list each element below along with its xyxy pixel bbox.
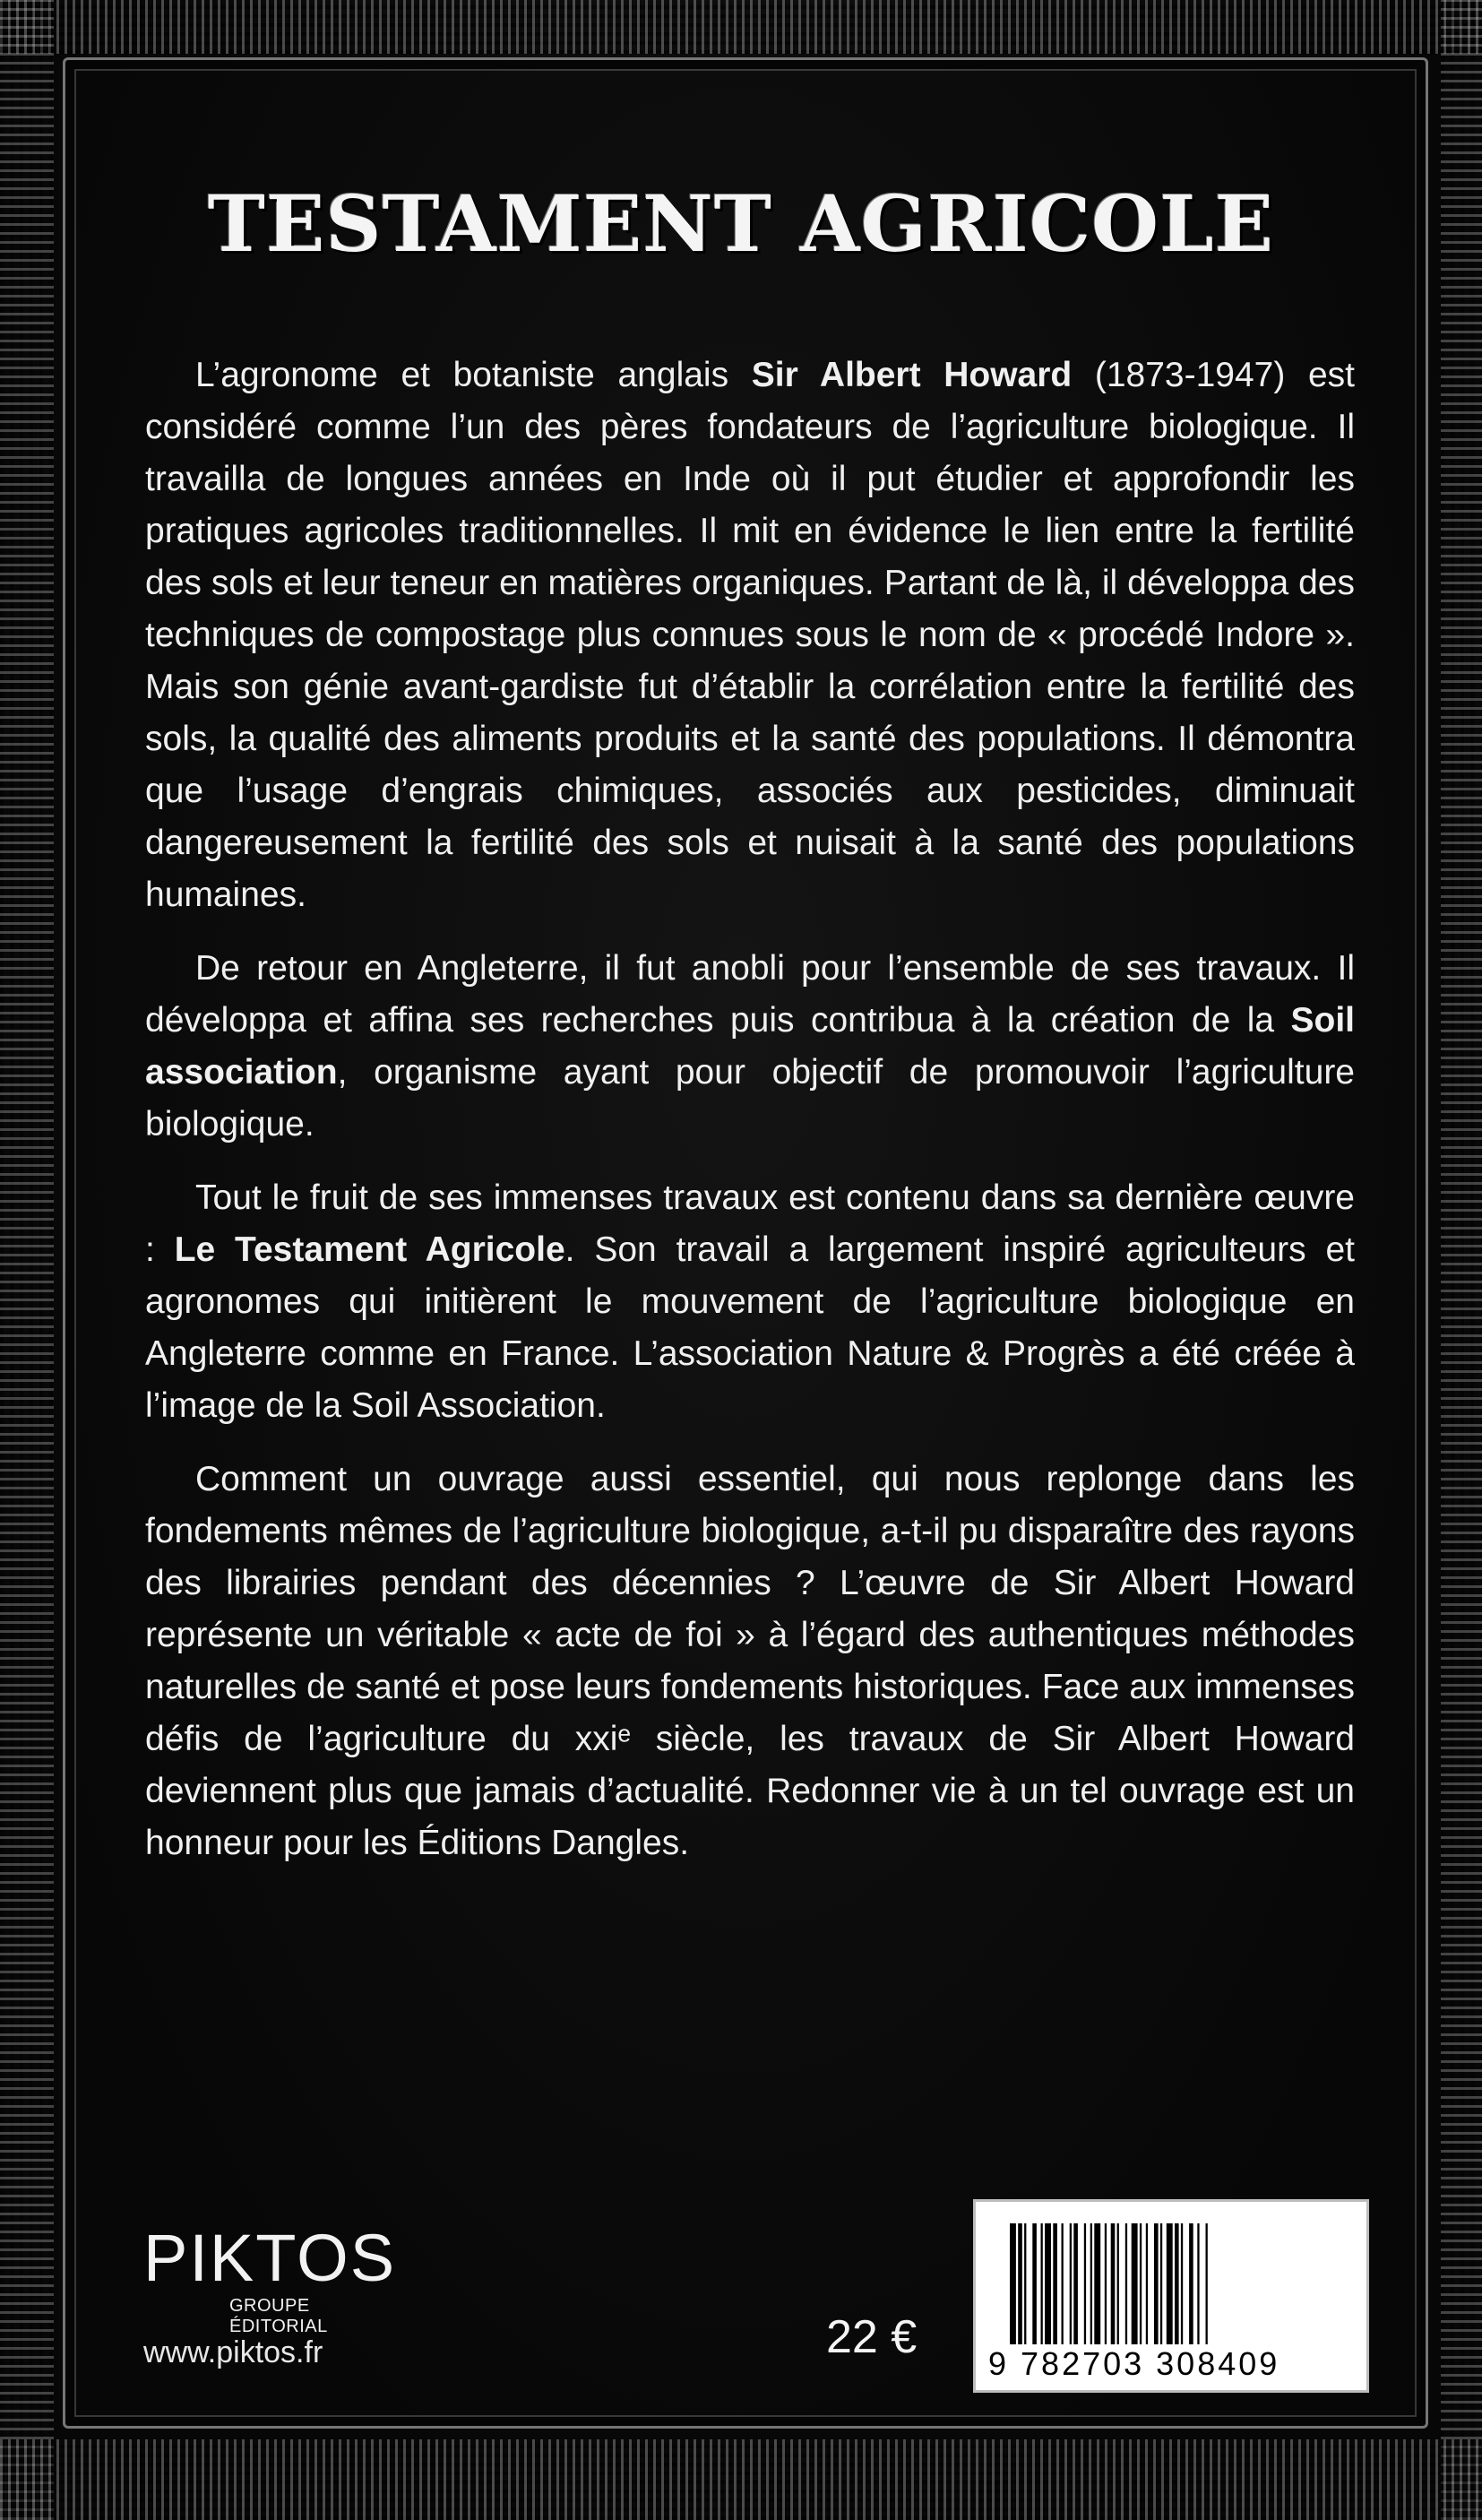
barcode-bar bbox=[1094, 2223, 1100, 2344]
barcode-bar bbox=[1197, 2223, 1199, 2344]
publisher-logo-text: PIKTOS bbox=[143, 2221, 397, 2295]
barcode-bar bbox=[1073, 2223, 1078, 2344]
publisher-logo-subtitle: GROUPE ÉDITORIAL bbox=[229, 2296, 328, 2336]
publisher-logo bbox=[143, 2221, 412, 2336]
barcode-bars bbox=[1010, 2223, 1341, 2344]
text-run: Tout le fruit de ses immenses travaux est contenu dans sa dernière œuvre : bbox=[145, 1178, 1355, 1269]
barcode-bar bbox=[1032, 2223, 1037, 2344]
barcode-bar bbox=[1167, 2223, 1173, 2344]
price: 22 € bbox=[826, 2311, 918, 2363]
blurb-paragraph bbox=[145, 1454, 1355, 1869]
barcode-bar bbox=[1154, 2223, 1159, 2344]
barcode-bar bbox=[1010, 2223, 1016, 2344]
barcode-number: 9 782703 308409 bbox=[988, 2345, 1280, 2382]
barcode-bar bbox=[1090, 2223, 1092, 2344]
barcode-bar bbox=[1189, 2223, 1193, 2344]
barcode-bar bbox=[1024, 2223, 1026, 2344]
barcode-bar bbox=[1160, 2223, 1162, 2344]
barcode-bar bbox=[1117, 2223, 1119, 2344]
barcode-bar bbox=[1175, 2223, 1179, 2344]
barcode-bar bbox=[1045, 2223, 1051, 2344]
blurb-paragraph bbox=[145, 350, 1355, 921]
barcode-bar bbox=[1105, 2223, 1107, 2344]
text-run: De retour en Angleterre, il fut anobli pour l’ensemble de ses travaux. Il développa et affina ses recherches puis contribua à la création de la bbox=[145, 949, 1355, 1040]
blurb-paragraph bbox=[145, 1172, 1355, 1432]
decorative-border-bottom bbox=[0, 2439, 1482, 2520]
text-run: (1873-1947) est considéré comme l’un des pères fondateurs de l’agriculture biologique. Il travailla de longues années en Inde où il put étudier et approfondir les pratiques agricoles traditionnelles. Il mit en évidence le lien entre la fertilité des sols et leur teneur en matières organiques. Partant de là, il développa des techniques de compostage plus connues sous le nom de « procédé Indore ». Mais son génie avant-gardiste fut d’établir la corrélation entre la fertilité des sols, la qualité des aliments produits et la santé des populations. Il démontra que l’usage d’engrais chimiques, associés aux pesticides, diminuait dangereusement la fertilité des sols et nuisait à la santé des populations humaines. bbox=[145, 356, 1355, 914]
bold-phrase: Sir Albert Howard bbox=[751, 356, 1073, 394]
publisher-website: www.piktos.fr bbox=[143, 2335, 323, 2369]
barcode-bar bbox=[1084, 2223, 1086, 2344]
barcode bbox=[973, 2199, 1369, 2393]
barcode-bar bbox=[1018, 2223, 1022, 2344]
decorative-border-left bbox=[0, 0, 54, 2520]
bold-phrase: Le Testament Agricole bbox=[174, 1230, 565, 1269]
barcode-bar bbox=[1206, 2223, 1208, 2344]
decorative-border-top bbox=[0, 0, 1482, 54]
barcode-bar bbox=[1041, 2223, 1043, 2344]
book-title: TESTAMENT AGRICOLE bbox=[207, 179, 1275, 270]
decorative-border-right bbox=[1441, 0, 1482, 2520]
blurb-paragraph bbox=[145, 943, 1355, 1151]
text-run: Comment un ouvrage aussi essentiel, qui nous replonge dans les fondements mêmes de l’agriculture biologique, a-t-il pu disparaître des rayons des librairies pendant des décennies ? L’œuvre de Sir Albert Howard représente un véritable « acte de foi » à l’égard des authentiques méthodes naturelles de santé et pose leurs fondements historiques. Face aux immenses défis de l’agriculture du xxiᵉ siècle, les travaux de Sir Albert Howard deviennent plus que jamais d’actualité. Redonner vie à un tel ouvrage est un honneur pour les Éditions Dangles. bbox=[145, 1460, 1355, 1862]
text-run: L’agronome et botaniste anglais bbox=[195, 356, 752, 394]
barcode-bar bbox=[1125, 2223, 1127, 2344]
blurb-text bbox=[145, 350, 1355, 1891]
barcode-bar bbox=[1053, 2223, 1057, 2344]
barcode-bar bbox=[1070, 2223, 1072, 2344]
barcode-bar bbox=[1132, 2223, 1138, 2344]
bold-phrase: Soil association bbox=[145, 1001, 1355, 1092]
text-run: , organisme ayant pour objectif de promouvoir l’agriculture biologique. bbox=[145, 1053, 1355, 1143]
text-run: . Son travail a largement inspiré agriculteurs et agronomes qui initièrent le mouvement de l’agriculture biologique en Angleterre comme en France. L’association Nature & Progrès a été créée à l’image de la Soil Association. bbox=[145, 1230, 1355, 1425]
barcode-bar bbox=[1062, 2223, 1064, 2344]
barcode-bar bbox=[1146, 2223, 1148, 2344]
barcode-bar bbox=[1140, 2223, 1142, 2344]
barcode-bar bbox=[1111, 2223, 1116, 2344]
barcode-bar bbox=[1181, 2223, 1183, 2344]
